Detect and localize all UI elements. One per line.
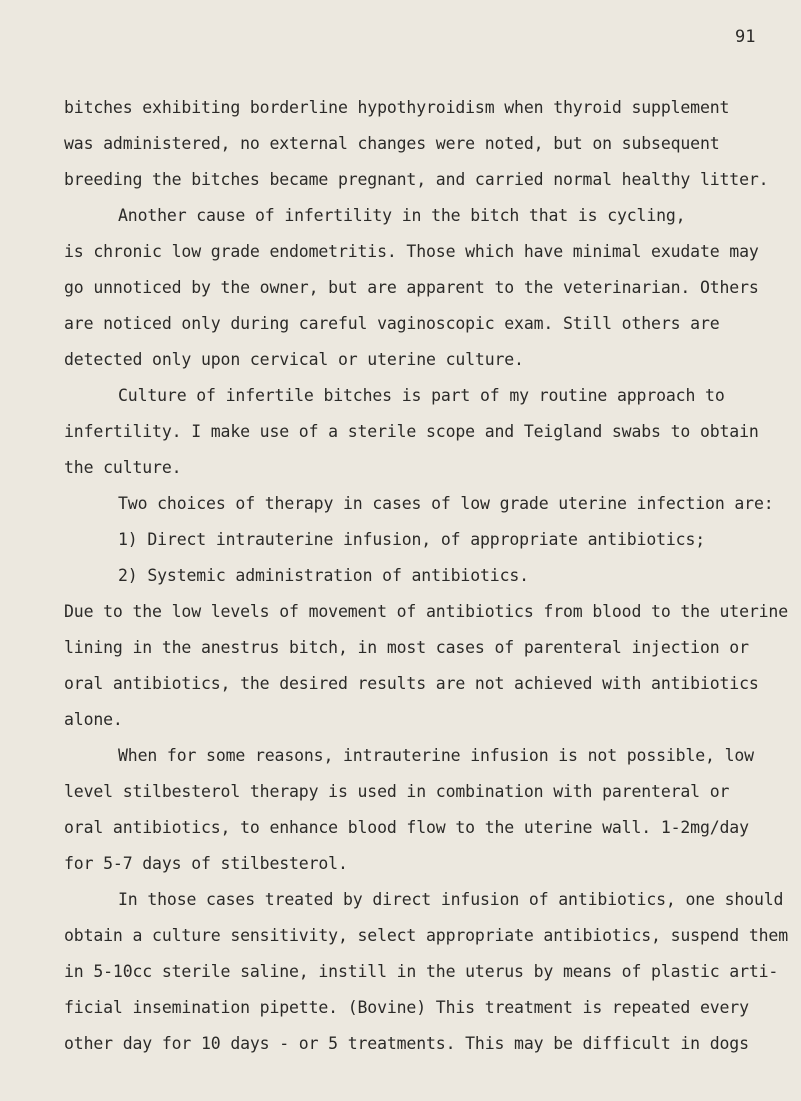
- text-line: oral antibiotics, the desired results are not achieved with antibiotics: [64, 674, 759, 693]
- list-item: 2) Systemic administration of antibiotics.: [118, 566, 529, 585]
- text-line: lining in the anestrus bitch, in most cases of parenteral injection or: [64, 638, 749, 657]
- text-line: breeding the bitches became pregnant, and carried normal healthy litter.: [64, 170, 769, 189]
- text-line: the culture.: [64, 458, 182, 477]
- text-line: bitches exhibiting borderline hypothyroidism when thyroid supplement: [64, 98, 730, 117]
- text-line: ficial insemination pipette. (Bovine) This treatment is repeated every: [64, 998, 749, 1017]
- text-line: infertility. I make use of a sterile scope and Teigland swabs to obtain: [64, 422, 759, 441]
- text-line: Due to the low levels of movement of antibiotics from blood to the uterine: [64, 602, 789, 621]
- text-line: Another cause of infertility in the bitch that is cycling,: [118, 206, 686, 225]
- text-line: level stilbesterol therapy is used in combination with parenteral or: [64, 782, 730, 801]
- list-item: 1) Direct intrauterine infusion, of appropriate antibiotics;: [118, 530, 706, 549]
- text-line: are noticed only during careful vaginoscopic exam. Still others are: [64, 314, 720, 333]
- text-line: oral antibiotics, to enhance blood flow to the uterine wall. 1-2mg/day: [64, 818, 749, 837]
- text-line: go unnoticed by the owner, but are apparent to the veterinarian. Others: [64, 278, 759, 297]
- text-line: When for some reasons, intrauterine infusion is not possible, low: [118, 746, 754, 765]
- text-line: detected only upon cervical or uterine culture.: [64, 350, 524, 369]
- text-line: obtain a culture sensitivity, select appropriate antibiotics, suspend them: [64, 926, 789, 945]
- text-line: alone.: [64, 710, 123, 729]
- page-number: 91: [735, 27, 756, 47]
- text-line: is chronic low grade endometritis. Those which have minimal exudate may: [64, 242, 759, 261]
- text-line: other day for 10 days - or 5 treatments. This may be difficult in dogs: [64, 1034, 749, 1053]
- text-line: Two choices of therapy in cases of low grade uterine infection are:: [118, 494, 774, 513]
- text-line: In those cases treated by direct infusion of antibiotics, one should: [118, 890, 784, 909]
- text-line: for 5-7 days of stilbesterol.: [64, 854, 348, 873]
- text-line: was administered, no external changes were noted, but on subsequent: [64, 134, 720, 153]
- text-line: in 5-10cc sterile saline, instill in the uterus by means of plastic arti-: [64, 962, 779, 981]
- text-line: Culture of infertile bitches is part of my routine approach to: [118, 386, 725, 405]
